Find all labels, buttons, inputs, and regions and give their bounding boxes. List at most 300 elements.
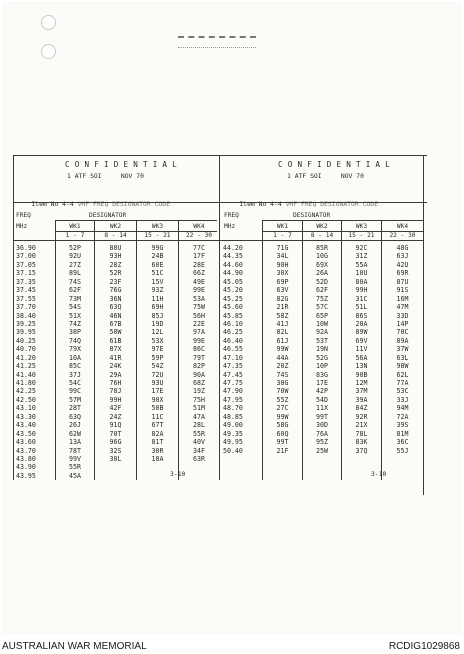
- table-cell: 34F: [193, 446, 205, 455]
- table-cell: 11V: [355, 345, 368, 354]
- table-cell: 28T: [69, 404, 81, 413]
- table-cell: 75W: [193, 303, 205, 312]
- table-cell: 40.70: [16, 345, 36, 354]
- table-cell: 45A: [69, 471, 81, 480]
- table-cell: 37.45: [16, 286, 36, 295]
- table-cell: 17F: [193, 252, 205, 261]
- document-sheet: [3, 3, 461, 633]
- table-cell: 49.35: [223, 429, 243, 438]
- table-cell: 19N: [316, 345, 328, 354]
- table-cell: 74S: [276, 370, 289, 379]
- table-cell: 62W: [69, 429, 81, 438]
- table-cell: 78J: [109, 387, 122, 396]
- table-cell: 44.90: [223, 269, 243, 278]
- table-cell: 80A: [355, 277, 368, 286]
- days-1-7-left: 1 - 7: [65, 232, 85, 239]
- table-cell: 33J: [396, 395, 409, 404]
- table-cell: 68Z: [193, 379, 205, 387]
- table-cell: 19D: [151, 319, 164, 328]
- table-cell: 20Z: [276, 362, 289, 371]
- table-cell: 27Z: [69, 260, 81, 269]
- table-cell: 21X: [355, 421, 368, 430]
- table-cell: 78L: [355, 429, 368, 438]
- table-cell: 89L: [69, 269, 81, 278]
- days-22-30-left: 22 - 30: [185, 232, 213, 239]
- table-cell: 54Z: [151, 362, 164, 371]
- table-cell: 87U: [396, 277, 409, 286]
- table-cell: 36N: [109, 294, 122, 303]
- table-cell: 99E: [193, 336, 205, 345]
- punch-hole-top: [41, 15, 56, 30]
- days-8-14-right: 8 - 14: [310, 232, 334, 239]
- table-cell: 43.60: [16, 438, 36, 447]
- table-cell: 38.40: [16, 311, 36, 320]
- table-cell: 22E: [193, 319, 205, 328]
- table-cell: 63J: [396, 252, 409, 261]
- table-cell: 76H: [109, 379, 122, 387]
- table-cell: 41.80: [16, 379, 36, 387]
- table-cell: 73M: [69, 294, 81, 303]
- table-cell: 54D: [316, 395, 328, 404]
- table-cell: 90X: [151, 395, 164, 404]
- wk1-column-right: [263, 244, 302, 455]
- table-cell: 19Z: [193, 387, 205, 396]
- table-cell: 10P: [316, 362, 328, 371]
- confidential-heading-right: C O N F I D E N T I A L: [278, 160, 391, 169]
- table-cell: 36.90: [16, 244, 36, 252]
- right-outer-border: [423, 155, 424, 495]
- table-cell: 69R: [396, 269, 409, 278]
- table-cell: 94M: [396, 404, 409, 413]
- designator-label-left: DESIGNATOR: [89, 212, 127, 219]
- table-cell: 70C: [396, 328, 409, 337]
- freq-label-left: FREQ: [16, 212, 31, 219]
- table-cell: 71G: [276, 244, 289, 252]
- table-cell: 39.95: [16, 328, 36, 337]
- archive-footer: [0, 637, 464, 654]
- table-cell: 51L: [355, 303, 368, 312]
- wk4-header-left: WK4: [193, 223, 205, 230]
- table-cell: 98W: [396, 362, 409, 371]
- table-cell: 51C: [151, 269, 164, 278]
- page-number-right: 3-10: [371, 470, 387, 478]
- table-cell: 41J: [276, 319, 289, 328]
- table-cell: 29A: [109, 370, 122, 379]
- table-cell: 47.45: [223, 370, 243, 379]
- table-cell: 92A: [316, 328, 328, 337]
- table-cell: 99W: [276, 412, 289, 421]
- table-cell: 60E: [151, 260, 164, 269]
- table-cell: 44.60: [223, 260, 243, 269]
- table-cell: 44.35: [223, 252, 243, 261]
- table-cell: 44.20: [223, 244, 243, 252]
- table-cell: 28L: [193, 421, 205, 430]
- table-cell: 51M: [193, 404, 205, 413]
- table-cell: 61J: [276, 336, 289, 345]
- table-cell: 80U: [109, 244, 122, 252]
- table-cell: 69V: [355, 336, 368, 345]
- table-cell: 55Z: [276, 395, 289, 404]
- table-cell: 42U: [396, 260, 409, 269]
- table-cell: 82P: [193, 362, 205, 371]
- table-cell: 10U: [355, 269, 368, 278]
- table-cell: 20A: [355, 319, 368, 328]
- table-cell: 47.75: [223, 379, 243, 387]
- table-cell: 43.40: [16, 421, 36, 430]
- table-cell: 52R: [109, 269, 122, 278]
- table-cell: 49.95: [223, 438, 243, 447]
- table-cell: 92C: [355, 244, 368, 252]
- table-cell: 45.60: [223, 303, 243, 312]
- table-cell: 32S: [109, 446, 122, 455]
- table-cell: 11X: [316, 404, 328, 413]
- table-cell: 56H: [193, 311, 205, 320]
- table-cell: 31Z: [355, 252, 368, 261]
- wk2-column-left: [95, 244, 136, 463]
- table-cell: 21R: [276, 303, 289, 312]
- soi-subheading-right: 1 ATF SOI NOV 70: [287, 172, 364, 180]
- table-cell: 28Z: [109, 260, 122, 269]
- table-cell: 63R: [193, 454, 205, 463]
- table-cell: 55R: [193, 429, 205, 438]
- handwritten-mark: [178, 36, 256, 48]
- table-cell: 45.20: [223, 286, 243, 295]
- table-cell: 30G: [276, 379, 289, 387]
- table-cell: 36C: [396, 438, 409, 447]
- table-cell: 99G: [151, 244, 164, 252]
- table-cell: 87X: [109, 345, 122, 354]
- table-cell: 43.80: [16, 454, 36, 463]
- table-cell: 93Z: [151, 286, 164, 295]
- table-cell: 45.85: [223, 311, 243, 320]
- table-cell: 91Q: [109, 421, 122, 430]
- table-cell: 37.05: [16, 260, 36, 269]
- center-divider: [219, 155, 220, 480]
- table-cell: 43.10: [16, 404, 36, 413]
- table-cell: 84Z: [355, 404, 368, 413]
- table-cell: 72U: [151, 370, 164, 379]
- wk3-header-left: WK3: [151, 223, 164, 230]
- table-cell: 24K: [109, 362, 122, 371]
- table-cell: 10A: [69, 353, 81, 362]
- table-cell: 52D: [316, 277, 328, 286]
- table-cell: 74Q: [69, 336, 81, 345]
- table-cell: 37M: [355, 387, 368, 396]
- designator-rule-right: [262, 220, 423, 221]
- table-cell: 16M: [396, 294, 409, 303]
- table-cell: 75Z: [316, 294, 328, 303]
- table-cell: 74Z: [69, 319, 81, 328]
- table-cell: 17E: [151, 387, 164, 396]
- table-cell: 62F: [69, 286, 81, 295]
- table-cell: 78T: [69, 446, 81, 455]
- table-cell: 65P: [316, 311, 328, 320]
- table-cell: 62L: [396, 370, 409, 379]
- table-cell: 63Q: [109, 303, 122, 312]
- table-cell: 89W: [355, 328, 368, 337]
- table-cell: 83G: [316, 370, 328, 379]
- table-cell: 31C: [355, 294, 368, 303]
- table-cell: 77A: [396, 379, 409, 387]
- table-cell: 47M: [396, 303, 409, 312]
- table-cell: 89A: [396, 336, 409, 345]
- table-cell: 76G: [109, 286, 122, 295]
- table-cell: 99T: [316, 412, 328, 421]
- wk4-column-right: [382, 244, 423, 455]
- table-cell: 43.90: [16, 463, 36, 472]
- table-cell: 93H: [109, 252, 122, 261]
- table-cell: 52G: [316, 353, 328, 362]
- table-cell: 28E: [193, 260, 205, 269]
- table-cell: 24Z: [109, 412, 122, 421]
- freq-column-left: [16, 244, 52, 480]
- mhz-label-left: MHz: [16, 223, 28, 230]
- table-cell: 99H: [109, 395, 122, 404]
- table-cell: 63V: [276, 286, 289, 295]
- table-cell: 54S: [69, 303, 81, 312]
- table-cell: 85R: [316, 244, 328, 252]
- table-cell: 41R: [109, 353, 122, 362]
- table-cell: 12L: [151, 328, 164, 337]
- table-cell: 39S: [396, 421, 409, 430]
- table-cell: 48G: [396, 244, 409, 252]
- table-cell: 48.85: [223, 412, 243, 421]
- table-cell: 27C: [276, 404, 289, 413]
- table-cell: 42.25: [16, 387, 36, 396]
- item-number-left: Item No 4-4: [31, 200, 74, 208]
- table-cell: 85C: [69, 362, 81, 371]
- table-cell: 97A: [193, 328, 205, 337]
- wk1-header-right: WK1: [276, 223, 289, 230]
- header-bottom-rule-right: [219, 240, 423, 241]
- table-cell: 81M: [396, 429, 409, 438]
- table-cell: 42P: [316, 387, 328, 396]
- table-cell: 81T: [151, 438, 164, 447]
- wk3-column-right: [342, 244, 381, 455]
- table-cell: 45.05: [223, 277, 243, 286]
- table-cell: 47.10: [223, 353, 243, 362]
- table-cell: 40V: [193, 438, 205, 447]
- table-cell: 99E: [193, 286, 205, 295]
- table-cell: 66Z: [193, 269, 205, 278]
- table-cell: 99W: [276, 345, 289, 354]
- table-cell: 53A: [193, 294, 205, 303]
- table-cell: 77C: [193, 244, 205, 252]
- item-number-right: Item No 4-4: [239, 200, 282, 208]
- table-cell: 82G: [276, 294, 289, 303]
- item-title-text-right: VHF FREQ DESIGNATOR CODE: [285, 200, 378, 208]
- wk2-column-right: [303, 244, 341, 455]
- table-cell: 21F: [276, 446, 289, 455]
- table-cell: 42F: [109, 404, 122, 413]
- table-cell: 76A: [316, 429, 328, 438]
- table-cell: 82L: [276, 328, 289, 337]
- table-cell: 23F: [109, 277, 122, 286]
- table-cell: 63L: [396, 353, 409, 362]
- freq-column-right: [223, 244, 259, 455]
- left-outer-border: [13, 155, 14, 480]
- table-cell: 58Z: [276, 311, 289, 320]
- table-cell: 24B: [151, 252, 164, 261]
- table-cell: 69P: [276, 277, 289, 286]
- table-cell: 37.35: [16, 277, 36, 286]
- table-cell: 49E: [193, 277, 205, 286]
- table-cell: 10W: [316, 319, 328, 328]
- days-15-21-right: 15 - 21: [348, 232, 375, 239]
- table-cell: 52P: [69, 244, 81, 252]
- wk3-header-right: WK3: [355, 223, 368, 230]
- table-cell: 37.00: [16, 252, 36, 261]
- table-cell: 90H: [276, 260, 289, 269]
- table-cell: 37.70: [16, 303, 36, 312]
- table-cell: 37.15: [16, 269, 36, 278]
- table-cell: 83K: [355, 438, 368, 447]
- designator-label-right: DESIGNATOR: [293, 212, 331, 219]
- table-cell: 57M: [69, 395, 81, 404]
- table-cell: 99V: [69, 454, 81, 463]
- table-cell: 43.50: [16, 429, 36, 438]
- table-cell: 79X: [69, 345, 81, 354]
- table-cell: 61B: [109, 336, 122, 345]
- table-cell: 86S: [355, 311, 368, 320]
- table-cell: 60Q: [276, 429, 289, 438]
- table-cell: 92U: [69, 252, 81, 261]
- soi-subheading-left: 1 ATF SOI NOV 70: [67, 172, 144, 180]
- table-cell: 53C: [396, 387, 409, 396]
- table-cell: 33D: [396, 311, 409, 320]
- wk2-header-left: WK2: [109, 223, 122, 230]
- table-cell: 58G: [276, 421, 289, 430]
- table-cell: 10G: [316, 252, 328, 261]
- table-cell: 41.20: [16, 353, 36, 362]
- punch-hole-second: [41, 44, 56, 59]
- table-cell: 74S: [69, 277, 81, 286]
- wk2-header-right: WK2: [316, 223, 328, 230]
- table-cell: 37Q: [355, 446, 368, 455]
- table-cell: 50.40: [223, 446, 243, 455]
- table-cell: 62F: [316, 286, 328, 295]
- mhz-label-right: MHz: [224, 223, 236, 230]
- table-cell: 45.25: [223, 294, 243, 303]
- table-cell: 92R: [355, 412, 368, 421]
- table-cell: 97E: [151, 345, 164, 354]
- table-cell: 79T: [193, 353, 205, 362]
- wk3-column-left: [137, 244, 178, 463]
- table-cell: 85J: [151, 311, 164, 320]
- table-cell: 95Z: [316, 438, 328, 447]
- page-number-left: 3-10: [170, 470, 186, 478]
- days-1-7-right: 1 - 7: [273, 232, 292, 239]
- table-cell: 39.25: [16, 319, 36, 328]
- table-cell: 14P: [396, 319, 409, 328]
- table-cell: 50W: [109, 328, 122, 337]
- table-cell: 56A: [355, 353, 368, 362]
- table-cell: 17E: [316, 379, 328, 387]
- table-cell: 50B: [151, 404, 164, 413]
- table-cell: 30R: [151, 446, 164, 455]
- table-cell: 96G: [109, 438, 122, 447]
- table-cell: 99H: [355, 286, 368, 295]
- table-cell: 99T: [276, 438, 289, 447]
- table-cell: 11H: [151, 294, 164, 303]
- table-cell: 49.00: [223, 421, 243, 430]
- top-rule: [13, 155, 427, 156]
- table-cell: 13N: [355, 362, 368, 371]
- table-cell: 47.95: [223, 395, 243, 404]
- table-cell: 43.95: [16, 471, 36, 480]
- table-cell: 53T: [316, 336, 328, 345]
- archive-reference: RCDIG1029868: [388, 641, 460, 652]
- table-cell: 15V: [151, 277, 164, 286]
- table-cell: 42.50: [16, 395, 36, 404]
- table-cell: 43.30: [16, 412, 36, 421]
- table-cell: 37.55: [16, 294, 36, 303]
- table-cell: 34L: [276, 252, 289, 261]
- table-cell: 67T: [151, 421, 164, 430]
- table-cell: 13A: [69, 438, 81, 447]
- table-cell: 59P: [151, 353, 164, 362]
- wk4-column-left: [179, 244, 219, 463]
- table-cell: 37J: [69, 370, 81, 379]
- table-cell: 55J: [396, 446, 409, 455]
- table-cell: 47.35: [223, 362, 243, 371]
- table-cell: 48.70: [223, 404, 243, 413]
- table-cell: 82A: [151, 429, 164, 438]
- table-cell: 40.25: [16, 336, 36, 345]
- archive-organisation: AUSTRALIAN WAR MEMORIAL: [2, 641, 147, 652]
- table-cell: 12M: [355, 379, 368, 387]
- table-cell: 26A: [316, 269, 328, 278]
- table-cell: 90A: [193, 370, 205, 379]
- table-cell: 67B: [109, 319, 122, 328]
- wk1-column-left: [56, 244, 94, 480]
- table-cell: 46N: [109, 311, 122, 320]
- table-cell: 26J: [69, 421, 81, 430]
- table-cell: 55R: [69, 463, 81, 472]
- table-cell: 99C: [69, 387, 81, 396]
- table-cell: 46.40: [223, 336, 243, 345]
- table-cell: 70T: [109, 429, 122, 438]
- table-cell: 90B: [355, 370, 368, 379]
- table-cell: 54C: [69, 379, 81, 387]
- table-cell: 30X: [276, 269, 289, 278]
- table-cell: 53X: [151, 336, 164, 345]
- confidential-heading-left: C O N F I D E N T I A L: [65, 160, 178, 169]
- header-bottom-rule-left: [13, 240, 219, 241]
- table-cell: 55A: [355, 260, 368, 269]
- table-cell: 41.40: [16, 370, 36, 379]
- table-cell: 46.10: [223, 319, 243, 328]
- table-cell: 69H: [151, 303, 164, 312]
- table-cell: 41.25: [16, 362, 36, 371]
- table-cell: 86C: [193, 345, 205, 354]
- table-cell: 38P: [69, 328, 81, 337]
- days-15-21-left: 15 - 21: [144, 232, 171, 239]
- days-8-14-left: 8 - 14: [104, 232, 127, 239]
- table-cell: 47.90: [223, 387, 243, 396]
- table-cell: 43.70: [16, 446, 36, 455]
- item-title-text-left: VHF FREQ DESIGNATOR CODE: [77, 200, 170, 208]
- item-rule: [13, 202, 427, 203]
- table-cell: 72A: [396, 412, 409, 421]
- wk4-header-right: WK4: [396, 223, 409, 230]
- table-cell: 70W: [276, 387, 289, 396]
- table-cell: 25W: [316, 446, 328, 455]
- table-cell: 46.25: [223, 328, 243, 337]
- table-cell: 93U: [151, 379, 164, 387]
- table-cell: 44A: [276, 353, 289, 362]
- table-cell: 11C: [151, 412, 164, 421]
